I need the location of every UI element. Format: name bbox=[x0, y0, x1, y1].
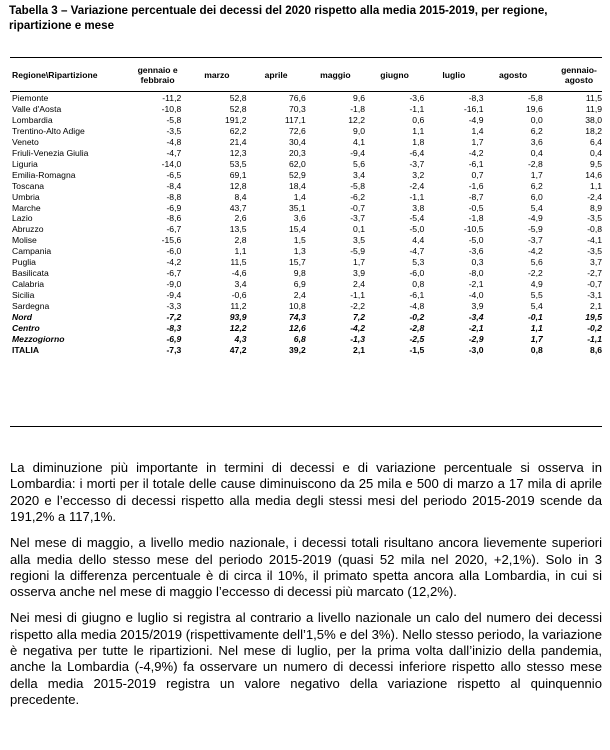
table-cell: -7,3 bbox=[166, 344, 182, 355]
table-row bbox=[10, 148, 602, 159]
row-label: Campania bbox=[12, 246, 52, 257]
table-cell: 30,4 bbox=[289, 136, 306, 147]
table-cell: 62,2 bbox=[229, 125, 247, 136]
table-row bbox=[10, 279, 602, 290]
table-cell: -1,3 bbox=[350, 333, 365, 344]
row-label: Veneto bbox=[12, 136, 39, 147]
table-cell: -7,2 bbox=[166, 312, 182, 323]
table-cell: -5,8 bbox=[527, 93, 543, 103]
table-cell: 5,5 bbox=[530, 290, 543, 301]
table-cell: -6,7 bbox=[166, 224, 182, 235]
table-cell: 52,8 bbox=[229, 93, 247, 103]
table-cell: 1,3 bbox=[293, 246, 306, 257]
table-cell: 8,4 bbox=[234, 191, 247, 202]
table-cell: 191,2 bbox=[224, 114, 247, 125]
table-cell: -14,0 bbox=[161, 158, 182, 169]
row-label: Umbria bbox=[12, 191, 40, 202]
table-cell: 1,1 bbox=[234, 246, 247, 257]
table-cell: 69,1 bbox=[229, 169, 247, 180]
table-cell: 15,4 bbox=[289, 224, 306, 235]
table-cell: 6,8 bbox=[293, 333, 306, 344]
table-cell: 76,6 bbox=[289, 93, 306, 103]
header-month-label: gennaio e febbraio bbox=[137, 65, 178, 85]
header-month: marzo bbox=[204, 70, 230, 80]
table-cell: 5,4 bbox=[530, 301, 543, 312]
table-header-row bbox=[10, 59, 602, 91]
header-month bbox=[128, 59, 187, 91]
table-cell: -2,2 bbox=[350, 301, 365, 312]
table-cell: 35,1 bbox=[289, 202, 306, 213]
table-cell: 1,4 bbox=[293, 191, 306, 202]
table-cell: -4,9 bbox=[468, 114, 484, 125]
table-cell: -2,9 bbox=[468, 333, 484, 344]
table-row bbox=[10, 224, 602, 235]
table-cell: 12,6 bbox=[289, 323, 306, 334]
table-cell: 0,1 bbox=[353, 224, 365, 235]
table-cell: 2,1 bbox=[353, 344, 365, 355]
table-cell: -9,4 bbox=[166, 290, 182, 301]
table-row bbox=[10, 246, 602, 257]
table-cell: 0,8 bbox=[530, 344, 543, 355]
table-cell: -2,1 bbox=[468, 279, 484, 290]
table-cell: 11,9 bbox=[585, 103, 602, 114]
table-cell: 5,6 bbox=[530, 257, 543, 268]
table-cell: 0,4 bbox=[590, 147, 602, 158]
row-label: Trentino-Alto Adige bbox=[12, 125, 85, 136]
header-month-label: gennaio-agosto bbox=[561, 65, 597, 85]
table-cell: -2,2 bbox=[527, 268, 543, 279]
table-cell: -3,6 bbox=[409, 93, 425, 103]
table-cell: 8,6 bbox=[590, 344, 602, 355]
table-row bbox=[10, 257, 602, 268]
table-cell: 0,6 bbox=[412, 114, 425, 125]
table-cell: 2,4 bbox=[353, 279, 365, 290]
table-cell: -1,1 bbox=[350, 290, 365, 301]
table-cell: -2,8 bbox=[527, 158, 543, 169]
table-cell: -0,6 bbox=[231, 290, 247, 301]
table-cell: 3,9 bbox=[353, 268, 365, 279]
table-row bbox=[10, 91, 602, 104]
table-cell: 2,4 bbox=[293, 290, 306, 301]
table-cell: 14,6 bbox=[585, 169, 602, 180]
row-label: Nord bbox=[12, 312, 33, 323]
table-cell: 9,6 bbox=[353, 93, 365, 103]
table-cell: 0,3 bbox=[471, 257, 484, 268]
table-cell: -2,5 bbox=[409, 333, 425, 344]
paragraph: Nel mese di maggio, a livello medio nazionale, i decessi totali risultano ancora lievemente superiori alla media dello stesso mese del periodo 2015-2019 (quasi 52 mila nel 2020, +2,1%). Solo in 3 regioni la differenza percentuale è di circa il 10%, il primato spetta ancora alla Lombardia, in cui si osserva anche nel mese di maggio l’eccesso di decessi più marcato (12,2%). bbox=[10, 535, 602, 600]
row-label: Sardegna bbox=[12, 301, 50, 312]
table-cell: -0,5 bbox=[468, 202, 484, 213]
table-cell: -0,1 bbox=[527, 312, 543, 323]
table-cell: -0,8 bbox=[587, 224, 602, 235]
table-cell: -4,2 bbox=[527, 246, 543, 257]
table-row bbox=[10, 181, 602, 192]
table-cell: 1,7 bbox=[353, 257, 365, 268]
table-cell: 3,6 bbox=[293, 213, 306, 224]
table-row bbox=[10, 345, 602, 356]
table-cell: 72,6 bbox=[289, 125, 306, 136]
table-cell: 5,6 bbox=[353, 158, 365, 169]
table-cell: 0,0 bbox=[530, 114, 543, 125]
table-cell: 20,3 bbox=[289, 147, 306, 158]
table-cell: -10,5 bbox=[463, 224, 484, 235]
table-cell: -8,3 bbox=[166, 323, 182, 334]
row-label: Abruzzo bbox=[12, 224, 44, 235]
table-cell: 39,2 bbox=[289, 344, 306, 355]
table-cell: -8,3 bbox=[468, 93, 484, 103]
table-cell: -4,2 bbox=[350, 323, 365, 334]
table-title: Tabella 3 – Variazione percentuale dei decessi del 2020 rispetto alla media 2015-2019, per regione, ripartizione e mese bbox=[9, 4, 548, 32]
table-cell: 7,2 bbox=[353, 312, 365, 323]
table-cell: -6,0 bbox=[166, 246, 182, 257]
table-cell: 3,2 bbox=[412, 169, 425, 180]
table-cell: 11,2 bbox=[230, 301, 247, 312]
table-cell: 11,5 bbox=[230, 257, 247, 268]
table-row bbox=[10, 115, 602, 126]
table-cell: -6,0 bbox=[409, 268, 425, 279]
table-row bbox=[10, 301, 602, 312]
table-cell: -4,2 bbox=[468, 147, 484, 158]
table-cell: 1,7 bbox=[530, 333, 543, 344]
table-cell: -6,9 bbox=[166, 333, 182, 344]
table-cell: 10,8 bbox=[289, 301, 306, 312]
table-cell: -5,8 bbox=[350, 180, 365, 191]
table-cell: -8,4 bbox=[166, 180, 182, 191]
table-cell: -5,9 bbox=[527, 224, 543, 235]
table-cell: 47,2 bbox=[229, 344, 247, 355]
table-cell: 3,7 bbox=[590, 257, 602, 268]
table-cell: -16,1 bbox=[463, 103, 484, 114]
table-cell: 53,5 bbox=[229, 158, 247, 169]
table-cell: 1,8 bbox=[412, 136, 425, 147]
table-cell: -3,7 bbox=[409, 158, 425, 169]
table-cell: 3,4 bbox=[353, 169, 365, 180]
row-label: Liguria bbox=[12, 158, 38, 169]
table-cell: 5,4 bbox=[530, 202, 543, 213]
row-label: Piemonte bbox=[12, 93, 49, 103]
table-cell: 8,9 bbox=[590, 202, 602, 213]
table-cell: 12,2 bbox=[348, 114, 365, 125]
table-cell: 4,9 bbox=[530, 279, 543, 290]
table-cell: -15,6 bbox=[161, 235, 182, 246]
table-cell: 19,5 bbox=[585, 312, 602, 323]
table-cell: -10,8 bbox=[161, 103, 182, 114]
paragraph: Nei mesi di giugno e luglio si registra al contrario a livello nazionale un calo del numero dei decessi rispetto alla media 2015/2019 (rispettivamente dell’1,5% e del 3%). Nello stesso periodo, la variazione è negativa per tutte le ripartizioni. Nel mese di luglio, per la prima volta dall’inizio della pandemia, anche la Lombardia (-4,9%) fa osservare un numero di decessi inferiore rispetto allo stesso mese della media 2015-2019 registra un valore negativo della variazione rispetto al quinquennio precedente. bbox=[10, 610, 602, 708]
table-cell: 1,1 bbox=[412, 125, 425, 136]
row-label: Lombardia bbox=[12, 114, 53, 125]
table-cell: 2,8 bbox=[234, 235, 247, 246]
table-cell: 19,6 bbox=[526, 103, 543, 114]
row-label: Basilicata bbox=[12, 268, 49, 279]
table-cell: -11,2 bbox=[162, 93, 182, 103]
table-cell: -0,2 bbox=[587, 323, 602, 334]
table-cell: 1,5 bbox=[293, 235, 306, 246]
table-cell: -4,9 bbox=[527, 213, 543, 224]
table-cell: -4,6 bbox=[231, 268, 247, 279]
table-row bbox=[10, 104, 602, 115]
row-label: Puglia bbox=[12, 257, 36, 268]
table-cell: -6,9 bbox=[166, 202, 182, 213]
table-row bbox=[10, 192, 602, 203]
row-label: ITALIA bbox=[12, 344, 40, 355]
header-region: Regione\Ripartizione bbox=[12, 70, 98, 80]
table-cell: 70,3 bbox=[289, 103, 306, 114]
table-cell: 3,9 bbox=[471, 301, 484, 312]
table-cell: -2,4 bbox=[409, 180, 425, 191]
table-cell: -3,7 bbox=[527, 235, 543, 246]
table-row bbox=[10, 159, 602, 170]
row-label: Marche bbox=[12, 202, 41, 213]
table-cell: -6,1 bbox=[409, 290, 425, 301]
table-body bbox=[10, 91, 602, 356]
table-cell: -1,8 bbox=[468, 213, 484, 224]
table-cell: 6,4 bbox=[590, 136, 602, 147]
table-cell: 52,9 bbox=[289, 169, 306, 180]
table-cell: 13,5 bbox=[229, 224, 247, 235]
header-month bbox=[543, 59, 602, 91]
table-cell: -0,2 bbox=[409, 312, 425, 323]
table-cell: 3,8 bbox=[412, 202, 425, 213]
mortality-table bbox=[10, 59, 602, 356]
table-cell: -3,1 bbox=[587, 290, 602, 301]
row-label: Friuli-Venezia Giulia bbox=[12, 147, 89, 158]
table-cell: 4,1 bbox=[353, 136, 365, 147]
table-cell: 43,7 bbox=[229, 202, 247, 213]
table-cell: -6,4 bbox=[409, 147, 425, 158]
table-row bbox=[10, 203, 602, 214]
table-row bbox=[10, 213, 602, 224]
table-cell: -2,7 bbox=[587, 268, 602, 279]
table-cell: -5,8 bbox=[166, 114, 182, 125]
table-cell: -3,6 bbox=[468, 246, 484, 257]
table-cell: -3,5 bbox=[587, 213, 602, 224]
table-cell: -8,7 bbox=[468, 191, 484, 202]
row-label: Mezzogiorno bbox=[12, 333, 65, 344]
header-month: agosto bbox=[499, 70, 528, 80]
table-cell: -1,8 bbox=[350, 103, 365, 114]
table-cell: 1,1 bbox=[590, 180, 602, 191]
table-cell: -3,0 bbox=[468, 344, 484, 355]
table-cell: 18,2 bbox=[585, 125, 602, 136]
table-cell: -3,5 bbox=[587, 246, 602, 257]
table-cell: 12,8 bbox=[229, 180, 247, 191]
table-cell: -4,7 bbox=[409, 246, 425, 257]
table-row bbox=[10, 290, 602, 301]
header-month: giugno bbox=[380, 70, 409, 80]
table-cell: 1,7 bbox=[530, 169, 543, 180]
table-cell: 18,4 bbox=[289, 180, 306, 191]
table-cell: 2,6 bbox=[234, 213, 247, 224]
table-cell: 21,4 bbox=[229, 136, 247, 147]
table-cell: -4,2 bbox=[166, 257, 182, 268]
row-label: Lazio bbox=[12, 213, 33, 224]
table-row bbox=[10, 137, 602, 148]
table-row bbox=[10, 235, 602, 246]
table-cell: -5,0 bbox=[468, 235, 484, 246]
table-cell: -1,1 bbox=[409, 103, 425, 114]
table-cell: 6,9 bbox=[293, 279, 306, 290]
row-label: Toscana bbox=[12, 180, 45, 191]
table-row bbox=[10, 334, 602, 345]
row-label: Emilia-Romagna bbox=[12, 169, 76, 180]
table-cell: -1,1 bbox=[409, 191, 425, 202]
table-cell: -1,6 bbox=[468, 180, 484, 191]
table-cell: -4,8 bbox=[409, 301, 425, 312]
table-cell: -2,4 bbox=[587, 191, 602, 202]
header-month: luglio bbox=[442, 70, 466, 80]
table-cell: 11,5 bbox=[585, 93, 602, 103]
table-cell: 38,0 bbox=[585, 114, 602, 125]
table-cell: -1,5 bbox=[409, 344, 425, 355]
table-cell: -6,1 bbox=[468, 158, 484, 169]
table-cell: -6,2 bbox=[350, 191, 365, 202]
table-cell: 9,5 bbox=[590, 158, 602, 169]
row-label: Sicilia bbox=[12, 290, 35, 301]
paragraph: La diminuzione più importante in termini di decessi e di variazione percentuale si osserva in Lombardia: i morti per il totale delle cause diminuiscono da 25 mila e 500 di marzo a 17 mila di aprile 2020 e l’eccesso di decessi rispetto alla media degli stessi mesi del periodo 2015-2019 scende da 191,2% a 117,1%. bbox=[10, 460, 602, 525]
table-cell: 3,4 bbox=[234, 279, 247, 290]
table-cell: -2,1 bbox=[468, 323, 484, 334]
table-cell: -6,7 bbox=[166, 268, 182, 279]
table-cell: 52,8 bbox=[229, 103, 247, 114]
row-label: Molise bbox=[12, 235, 37, 246]
table-cell: 9,0 bbox=[353, 125, 365, 136]
header-month: maggio bbox=[320, 70, 351, 80]
table-cell: 12,2 bbox=[229, 323, 247, 334]
table-cell: 15,7 bbox=[289, 257, 306, 268]
table-cell: 2,1 bbox=[590, 301, 602, 312]
table-cell: 5,3 bbox=[412, 257, 425, 268]
row-label: Calabria bbox=[12, 279, 45, 290]
table-cell: -8,6 bbox=[166, 213, 182, 224]
table-cell: 74,3 bbox=[289, 312, 306, 323]
table-cell: 1,7 bbox=[471, 136, 484, 147]
table-row bbox=[10, 312, 602, 323]
table-bottom-rule bbox=[10, 426, 602, 427]
body-text bbox=[10, 460, 602, 718]
table-cell: 93,9 bbox=[229, 312, 247, 323]
table-cell: -0,7 bbox=[350, 202, 365, 213]
table-row bbox=[10, 268, 602, 279]
table-cell: -6,5 bbox=[166, 169, 182, 180]
table-cell: -9,0 bbox=[166, 279, 182, 290]
table-cell: 0,8 bbox=[412, 279, 425, 290]
header-month: aprile bbox=[264, 70, 288, 80]
table-cell: -4,8 bbox=[166, 136, 182, 147]
table-cell: 4,4 bbox=[412, 235, 425, 246]
table-cell: -8,0 bbox=[468, 268, 484, 279]
table-cell: 1,4 bbox=[471, 125, 484, 136]
table-cell: -1,1 bbox=[587, 333, 602, 344]
table-cell: -3,7 bbox=[350, 213, 365, 224]
table-cell: -4,0 bbox=[468, 290, 484, 301]
table-cell: 6,2 bbox=[530, 180, 543, 191]
row-label: Valle d'Aosta bbox=[12, 103, 62, 114]
table-row bbox=[10, 170, 602, 181]
table-cell: -3,4 bbox=[468, 312, 484, 323]
table-cell: -0,7 bbox=[587, 279, 602, 290]
table-cell: 0,4 bbox=[530, 147, 543, 158]
table-cell: -4,1 bbox=[587, 235, 602, 246]
table-cell: -5,9 bbox=[350, 246, 365, 257]
table-cell: 1,1 bbox=[530, 323, 543, 334]
table-cell: -3,5 bbox=[166, 125, 182, 136]
table-cell: 6,2 bbox=[530, 125, 543, 136]
row-label: Centro bbox=[12, 323, 40, 334]
table-cell: 6,0 bbox=[530, 191, 543, 202]
table-cell: 0,7 bbox=[471, 169, 484, 180]
table-cell: 117,1 bbox=[284, 114, 306, 125]
table-cell: -4,7 bbox=[166, 147, 182, 158]
table-cell: 3,5 bbox=[353, 235, 365, 246]
table-cell: 9,8 bbox=[293, 268, 306, 279]
table-cell: 3,6 bbox=[530, 136, 543, 147]
table-cell: -5,0 bbox=[409, 224, 425, 235]
table-cell: -9,4 bbox=[350, 147, 365, 158]
table-cell: 4,3 bbox=[234, 333, 247, 344]
table-cell: 62,0 bbox=[289, 158, 306, 169]
table-row bbox=[10, 126, 602, 137]
table-row bbox=[10, 323, 602, 334]
table-cell: 12,3 bbox=[229, 147, 247, 158]
table-cell: -5,4 bbox=[409, 213, 425, 224]
table-cell: -8,8 bbox=[166, 191, 182, 202]
table-cell: -3,3 bbox=[166, 301, 182, 312]
table-cell: -2,8 bbox=[409, 323, 425, 334]
